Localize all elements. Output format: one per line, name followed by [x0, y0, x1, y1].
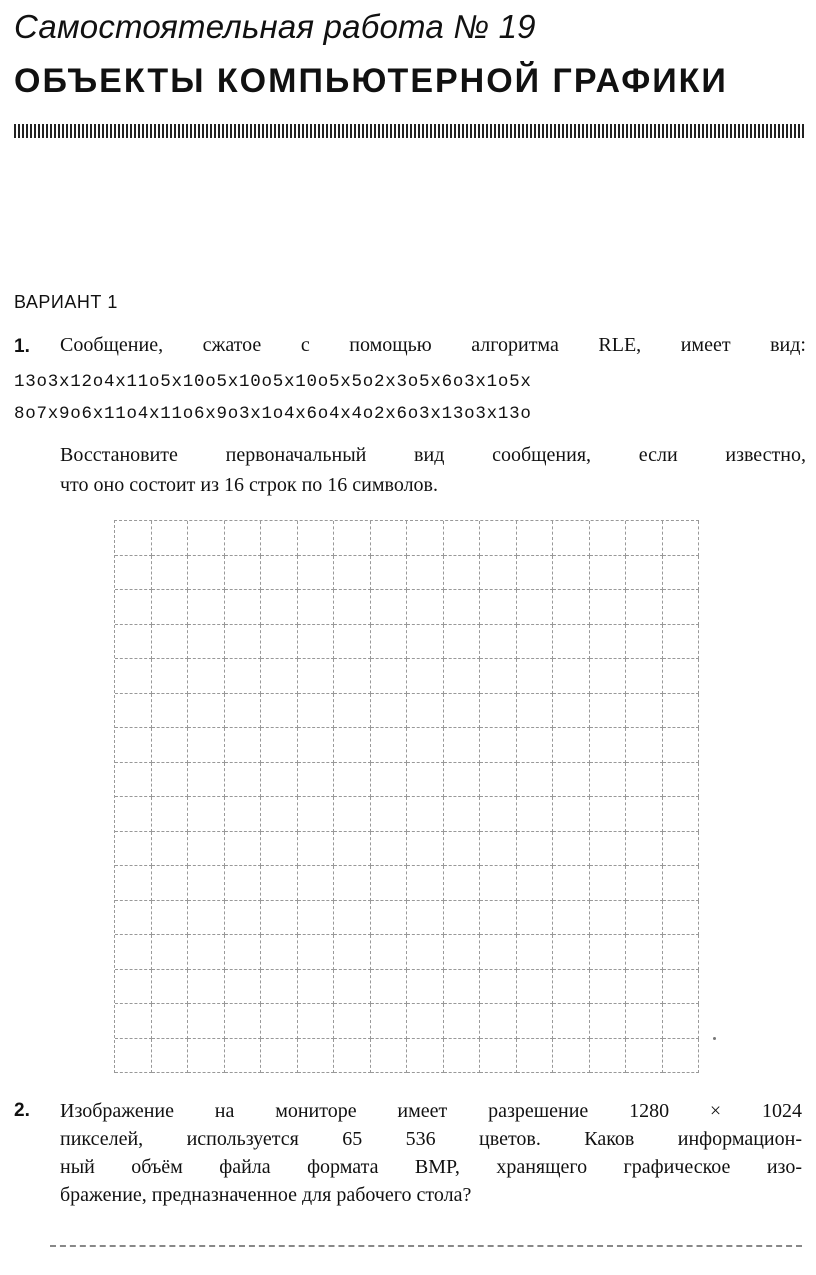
grid-cell[interactable] [188, 556, 225, 591]
grid-cell[interactable] [663, 1039, 700, 1074]
grid-cell[interactable] [188, 590, 225, 625]
grid-cell[interactable] [480, 590, 517, 625]
grid-cell[interactable] [407, 625, 444, 660]
grid-cell[interactable] [590, 901, 627, 936]
grid-cell[interactable] [152, 935, 189, 970]
grid-cell[interactable] [225, 694, 262, 729]
grid-cell[interactable] [517, 901, 554, 936]
grid-cell[interactable] [517, 625, 554, 660]
grid-cell[interactable] [188, 659, 225, 694]
grid-cell[interactable] [115, 728, 152, 763]
grid-cell[interactable] [663, 866, 700, 901]
grid-cell[interactable] [407, 1039, 444, 1074]
grid-cell[interactable] [626, 728, 663, 763]
grid-cell[interactable] [115, 970, 152, 1005]
grid-cell[interactable] [225, 901, 262, 936]
variant-label: ВАРИАНТ 1 [14, 292, 118, 312]
grid-cell[interactable] [407, 832, 444, 867]
grid-cell[interactable] [553, 832, 590, 867]
grid-cell[interactable] [444, 935, 481, 970]
task2-number: 2. [14, 1100, 30, 1121]
grid-cell[interactable] [480, 694, 517, 729]
grid-cell[interactable] [334, 1004, 371, 1039]
grid-cell[interactable] [371, 590, 408, 625]
grid-cell[interactable] [261, 832, 298, 867]
grid-cell[interactable] [407, 901, 444, 936]
grid-cell[interactable] [480, 935, 517, 970]
grid-cell[interactable] [444, 1039, 481, 1074]
grid-cell[interactable] [298, 521, 335, 556]
grid-cell[interactable] [444, 521, 481, 556]
grid-cell[interactable] [225, 659, 262, 694]
grid-cell[interactable] [517, 659, 554, 694]
grid-cell[interactable] [480, 556, 517, 591]
grid-cell[interactable] [152, 970, 189, 1005]
grid-cell[interactable] [188, 832, 225, 867]
title-divider [14, 124, 804, 138]
grid-cell[interactable] [334, 970, 371, 1005]
grid-cell[interactable] [188, 1004, 225, 1039]
grid-cell[interactable] [444, 866, 481, 901]
grid-cell[interactable] [298, 694, 335, 729]
grid-cell[interactable] [298, 832, 335, 867]
grid-cell[interactable] [298, 763, 335, 798]
grid-cell[interactable] [626, 659, 663, 694]
grid-cell[interactable] [188, 866, 225, 901]
grid-cell[interactable] [115, 590, 152, 625]
grid-cell[interactable] [225, 797, 262, 832]
grid-cell[interactable] [115, 556, 152, 591]
grid-cell[interactable] [298, 901, 335, 936]
grid-cell[interactable] [152, 866, 189, 901]
task1-question-line1: Восстановите первоначальный вид сообщения, если известно, [60, 444, 806, 466]
grid-cell[interactable] [480, 832, 517, 867]
grid-cell[interactable] [152, 797, 189, 832]
grid-cell[interactable] [261, 1039, 298, 1074]
grid-cell[interactable] [663, 763, 700, 798]
grid-cell[interactable] [261, 763, 298, 798]
grid-cell[interactable] [517, 832, 554, 867]
grid-cell[interactable] [371, 832, 408, 867]
task1-question-line2: что оно состоит из 16 строк по 16 символов. [60, 474, 438, 496]
answer-grid[interactable] [114, 520, 699, 1073]
grid-cell[interactable] [298, 590, 335, 625]
grid-cell[interactable] [553, 625, 590, 660]
grid-cell[interactable] [261, 728, 298, 763]
grid-cell[interactable] [444, 659, 481, 694]
grid-cell[interactable] [261, 935, 298, 970]
grid-cell[interactable] [553, 763, 590, 798]
grid-cell[interactable] [152, 590, 189, 625]
grid-cell[interactable] [152, 659, 189, 694]
grid-cell[interactable] [152, 1039, 189, 1074]
grid-cell[interactable] [225, 728, 262, 763]
grid-cell[interactable] [225, 625, 262, 660]
grid-cell[interactable] [152, 556, 189, 591]
grid-cell[interactable] [115, 763, 152, 798]
grid-cell[interactable] [334, 763, 371, 798]
grid-cell[interactable] [115, 935, 152, 970]
grid-cell[interactable] [663, 832, 700, 867]
grid-cell[interactable] [188, 1039, 225, 1074]
grid-cell[interactable] [298, 1004, 335, 1039]
grid-cell[interactable] [444, 694, 481, 729]
grid-cell[interactable] [225, 521, 262, 556]
grid-cell[interactable] [407, 659, 444, 694]
grid-cell[interactable] [298, 797, 335, 832]
grid-cell[interactable] [152, 521, 189, 556]
grid-cell[interactable] [407, 694, 444, 729]
grid-cell[interactable] [334, 728, 371, 763]
task2-line4: бражение, предназначенное для рабочего стола? [60, 1184, 472, 1206]
grid-cell[interactable] [115, 866, 152, 901]
task2-line3: ный объём файла формата BMP, хранящего графическое изо- [60, 1156, 802, 1178]
grid-cell[interactable] [553, 901, 590, 936]
grid-cell[interactable] [334, 625, 371, 660]
grid-cell[interactable] [553, 797, 590, 832]
grid-cell[interactable] [553, 728, 590, 763]
grid-cell[interactable] [188, 901, 225, 936]
grid-cell[interactable] [225, 1004, 262, 1039]
stray-dot [713, 1037, 716, 1040]
grid-cell[interactable] [298, 556, 335, 591]
grid-cell[interactable] [444, 797, 481, 832]
grid-cell[interactable] [663, 556, 700, 591]
grid-cell[interactable] [261, 797, 298, 832]
grid-cell[interactable] [590, 728, 627, 763]
grid-cell[interactable] [480, 866, 517, 901]
grid-cell[interactable] [480, 1039, 517, 1074]
grid-cell[interactable] [590, 556, 627, 591]
grid-cell[interactable] [334, 901, 371, 936]
grid-cell[interactable] [590, 694, 627, 729]
grid-cell[interactable] [152, 832, 189, 867]
grid-cell[interactable] [626, 556, 663, 591]
grid-cell[interactable] [480, 1004, 517, 1039]
grid-cell[interactable] [261, 556, 298, 591]
grid-cell[interactable] [261, 590, 298, 625]
grid-cell[interactable] [152, 694, 189, 729]
grid-cell[interactable] [480, 901, 517, 936]
grid-cell[interactable] [626, 590, 663, 625]
grid-cell[interactable] [371, 521, 408, 556]
grid-cell[interactable] [225, 832, 262, 867]
grid-cell[interactable] [371, 556, 408, 591]
grid-cell[interactable] [444, 901, 481, 936]
grid-cell[interactable] [371, 763, 408, 798]
grid-cell[interactable] [626, 970, 663, 1005]
grid-cell[interactable] [334, 694, 371, 729]
grid-cell[interactable] [444, 970, 481, 1005]
grid-cell[interactable] [553, 521, 590, 556]
grid-cell[interactable] [371, 1039, 408, 1074]
grid-cell[interactable] [261, 901, 298, 936]
grid-cell[interactable] [663, 901, 700, 936]
grid-cell[interactable] [261, 1004, 298, 1039]
grid-cell[interactable] [553, 1004, 590, 1039]
grid-cell[interactable] [225, 1039, 262, 1074]
grid-cell[interactable] [188, 763, 225, 798]
grid-cell[interactable] [407, 763, 444, 798]
grid-cell[interactable] [553, 935, 590, 970]
grid-cell[interactable] [334, 521, 371, 556]
grid-cell[interactable] [188, 521, 225, 556]
task1-code-line2: 8о7х9о6х11о4х11о6х9о3х1о4х6о4х4о2х6о3х13о3х13о [14, 404, 532, 424]
grid-cell[interactable] [626, 866, 663, 901]
grid-cell[interactable] [298, 659, 335, 694]
grid-cell[interactable] [444, 590, 481, 625]
grid-cell[interactable] [188, 694, 225, 729]
grid-cell[interactable] [590, 625, 627, 660]
grid-cell[interactable] [407, 590, 444, 625]
grid-cell[interactable] [626, 832, 663, 867]
grid-cell[interactable] [444, 728, 481, 763]
grid-cell[interactable] [334, 832, 371, 867]
grid-cell[interactable] [407, 970, 444, 1005]
task2-answer-line[interactable] [50, 1245, 802, 1247]
grid-cell[interactable] [371, 694, 408, 729]
grid-cell[interactable] [626, 1004, 663, 1039]
grid-cell[interactable] [590, 1039, 627, 1074]
grid-cell[interactable] [590, 970, 627, 1005]
grid-cell[interactable] [407, 797, 444, 832]
grid-cell[interactable] [553, 590, 590, 625]
grid-cell[interactable] [480, 625, 517, 660]
grid-cell[interactable] [115, 1004, 152, 1039]
grid-cell[interactable] [298, 866, 335, 901]
grid-cell[interactable] [480, 970, 517, 1005]
grid-cell[interactable] [152, 728, 189, 763]
grid-cell[interactable] [334, 659, 371, 694]
grid-cell[interactable] [188, 728, 225, 763]
grid-cell[interactable] [663, 935, 700, 970]
grid-cell[interactable] [517, 694, 554, 729]
grid-cell[interactable] [590, 1004, 627, 1039]
grid-cell[interactable] [188, 797, 225, 832]
grid-cell[interactable] [553, 970, 590, 1005]
grid-cell[interactable] [517, 797, 554, 832]
grid-cell[interactable] [334, 866, 371, 901]
task1-number: 1. [14, 336, 30, 357]
grid-cell[interactable] [663, 970, 700, 1005]
grid-cell[interactable] [115, 659, 152, 694]
grid-cell[interactable] [444, 832, 481, 867]
grid-cell[interactable] [590, 935, 627, 970]
grid-cell[interactable] [407, 521, 444, 556]
grid-cell[interactable] [261, 694, 298, 729]
grid-cell[interactable] [298, 728, 335, 763]
grid-cell[interactable] [261, 521, 298, 556]
grid-cell[interactable] [188, 935, 225, 970]
grid-cell[interactable] [663, 659, 700, 694]
grid-cell[interactable] [152, 763, 189, 798]
grid-cell[interactable] [480, 797, 517, 832]
grid-cell[interactable] [480, 763, 517, 798]
task2-line1: Изображение на мониторе имеет разрешение 1280 × 1024 [60, 1100, 802, 1122]
grid-cell[interactable] [626, 935, 663, 970]
grid-cell[interactable] [261, 970, 298, 1005]
grid-cell[interactable] [115, 1039, 152, 1074]
grid-cell[interactable] [407, 556, 444, 591]
grid-cell[interactable] [334, 556, 371, 591]
grid-cell[interactable] [407, 1004, 444, 1039]
grid-cell[interactable] [444, 763, 481, 798]
grid-cell[interactable] [517, 866, 554, 901]
grid-cell[interactable] [334, 935, 371, 970]
grid-cell[interactable] [298, 1039, 335, 1074]
grid-cell[interactable] [517, 970, 554, 1005]
task1-intro: Сообщение, сжатое с помощью алгоритма RLE, имеет вид: [60, 334, 806, 356]
grid-cell[interactable] [444, 556, 481, 591]
grid-cell[interactable] [517, 763, 554, 798]
grid-cell[interactable] [407, 866, 444, 901]
grid-cell[interactable] [152, 1004, 189, 1039]
grid-cell[interactable] [590, 832, 627, 867]
grid-cell[interactable] [663, 797, 700, 832]
grid-cell[interactable] [590, 797, 627, 832]
grid-cell[interactable] [115, 832, 152, 867]
grid-cell[interactable] [590, 866, 627, 901]
task1-code-line1: 13о3х12о4х11о5х10о5х10о5х10о5х5о2х3о5х6о3х1о5х [14, 372, 532, 392]
worksheet-subtitle: Самостоятельная работа № 19 [14, 8, 536, 45]
grid-cell[interactable] [334, 797, 371, 832]
grid-cell[interactable] [225, 763, 262, 798]
grid-cell[interactable] [663, 694, 700, 729]
grid-cell[interactable] [188, 970, 225, 1005]
grid-cell[interactable] [152, 901, 189, 936]
grid-cell[interactable] [371, 625, 408, 660]
grid-cell[interactable] [115, 797, 152, 832]
grid-cell[interactable] [553, 659, 590, 694]
grid-cell[interactable] [225, 590, 262, 625]
grid-cell[interactable] [371, 866, 408, 901]
grid-cell[interactable] [626, 1039, 663, 1074]
grid-cell[interactable] [517, 728, 554, 763]
grid-cell[interactable] [188, 625, 225, 660]
grid-cell[interactable] [626, 763, 663, 798]
grid-cell[interactable] [663, 521, 700, 556]
grid-cell[interactable] [590, 659, 627, 694]
grid-cell[interactable] [553, 694, 590, 729]
grid-cell[interactable] [480, 521, 517, 556]
grid-cell[interactable] [663, 1004, 700, 1039]
grid-cell[interactable] [261, 866, 298, 901]
grid-cell[interactable] [517, 1039, 554, 1074]
grid-cell[interactable] [298, 970, 335, 1005]
grid-cell[interactable] [115, 901, 152, 936]
grid-cell[interactable] [444, 1004, 481, 1039]
grid-cell[interactable] [334, 1039, 371, 1074]
grid-cell[interactable] [480, 728, 517, 763]
grid-cell[interactable] [590, 590, 627, 625]
grid-cell[interactable] [371, 1004, 408, 1039]
grid-cell[interactable] [371, 728, 408, 763]
grid-cell[interactable] [663, 625, 700, 660]
grid-cell[interactable] [553, 1039, 590, 1074]
grid-cell[interactable] [553, 556, 590, 591]
grid-cell[interactable] [626, 901, 663, 936]
grid-cell[interactable] [480, 659, 517, 694]
grid-cell[interactable] [371, 970, 408, 1005]
grid-cell[interactable] [334, 590, 371, 625]
grid-cell[interactable] [115, 625, 152, 660]
grid-cell[interactable] [225, 556, 262, 591]
grid-cell[interactable] [115, 694, 152, 729]
grid-cell[interactable] [517, 1004, 554, 1039]
grid-cell[interactable] [590, 763, 627, 798]
grid-cell[interactable] [115, 521, 152, 556]
grid-cell[interactable] [663, 728, 700, 763]
grid-cell[interactable] [261, 659, 298, 694]
grid-cell[interactable] [407, 728, 444, 763]
grid-cell[interactable] [626, 521, 663, 556]
grid-cell[interactable] [663, 590, 700, 625]
grid-cell[interactable] [553, 866, 590, 901]
grid-cell[interactable] [261, 625, 298, 660]
grid-cell[interactable] [626, 694, 663, 729]
grid-cell[interactable] [626, 797, 663, 832]
grid-cell[interactable] [225, 866, 262, 901]
grid-cell[interactable] [517, 935, 554, 970]
grid-cell[interactable] [371, 901, 408, 936]
grid-cell[interactable] [407, 935, 444, 970]
task2-line2: пикселей, используется 65 536 цветов. Каков информацион- [60, 1128, 802, 1150]
grid-cell[interactable] [298, 625, 335, 660]
grid-cell[interactable] [517, 590, 554, 625]
grid-cell[interactable] [371, 935, 408, 970]
grid-cell[interactable] [371, 797, 408, 832]
grid-cell[interactable] [517, 556, 554, 591]
grid-cell[interactable] [590, 521, 627, 556]
grid-cell[interactable] [444, 625, 481, 660]
grid-cell[interactable] [626, 625, 663, 660]
worksheet-title: ОБЪЕКТЫ КОМПЬЮТЕРНОЙ ГРАФИКИ [14, 62, 728, 100]
grid-cell[interactable] [517, 521, 554, 556]
grid-cell[interactable] [152, 625, 189, 660]
grid-cell[interactable] [225, 970, 262, 1005]
grid-cell[interactable] [225, 935, 262, 970]
grid-cell[interactable] [298, 935, 335, 970]
grid-cell[interactable] [371, 659, 408, 694]
